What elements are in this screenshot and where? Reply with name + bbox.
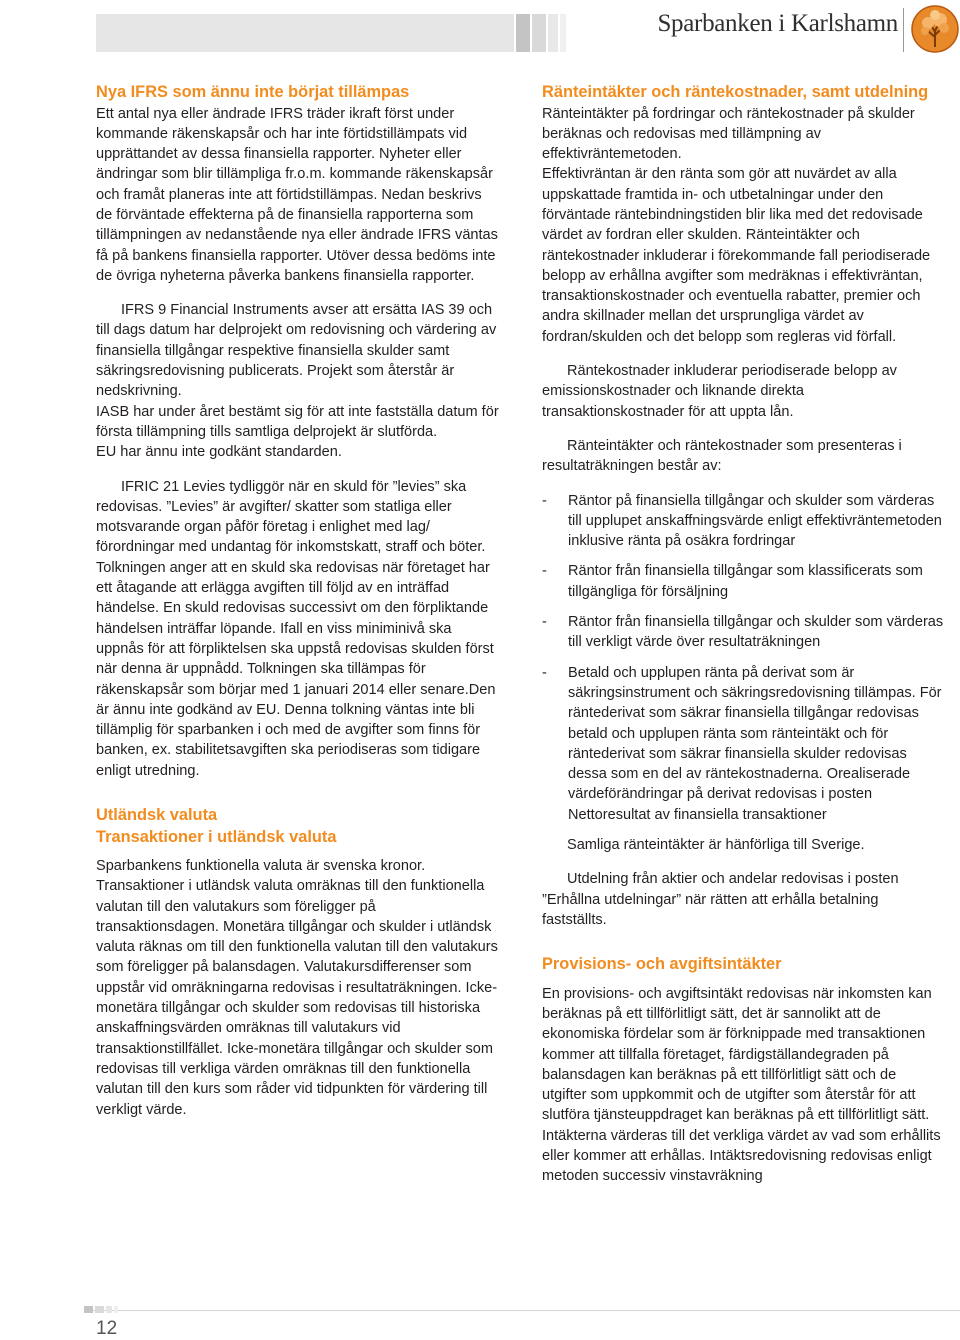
paragraph: EU har ännu inte godkänt standarden. <box>96 444 342 461</box>
sparbanken-tree-logo-icon <box>910 3 960 55</box>
header-square <box>560 14 566 52</box>
paragraph: IFRS 9 Financial Instruments avser att ersätta IAS 39 och till dags datum har delprojekt om redovisning och värdering av finansiella tillgångar respektive finansiella skulder samt säkringsredovisning publicerats. Projekt som återstår är nedskrivning. <box>96 302 497 400</box>
paragraph: Ränteintäkter på fordringar och räntekostnader på skulder beräknas och redovisas med tillämpning av effektivräntemetoden. <box>542 105 915 163</box>
header-square <box>548 14 558 52</box>
heading-foreign-transactions: Transaktioner i utländsk valuta <box>96 827 337 846</box>
list-item <box>542 612 944 653</box>
paragraph: IASB har under året bestämt sig för att inte fastställa datum för första tillämpning tills samtliga delprojekt är slutförda. <box>96 403 499 440</box>
paragraph: Ränteintäkter och räntekostnader som presenteras i resultaträkningen består av: <box>542 437 902 475</box>
right-column <box>542 82 944 1187</box>
header-square <box>516 14 530 52</box>
interest-list <box>542 491 944 825</box>
paragraph: Sparbankens funktionella valuta är svenska kronor. Transaktioner i utländsk valuta omräknas till den funktionella valutan till den valutakurs som föreligger på transaktionsdagen. Monetära tillgångar och skulder i utländsk valuta räknas om till den funktionella valutan till den valutakurs som föreligger på balansdagen. Valutakursdifferenser som uppstår vid omräkningarna redovisas i resultaträkningen. Icke-monetära tillgångar och skulder som redovisas till historiska anskaffningsvärden omräknas till valutakurs vid transaktionstillfället. Icke-monetära tillgångar och skulder som redovisas till verkliga värden omräknas till den funktionella valutan till den kurs som råder vid tidpunkten för värdering till verkligt värde. <box>96 858 498 1118</box>
list-dash: - <box>542 614 547 631</box>
list-item-text: Räntor på finansiella tillgångar och skulder som värderas till upplupet anskaffningsvärde enligt effektivräntemetoden inklusive ränta på osäkra fordringar <box>568 492 942 550</box>
list-item-text: Betald och upplupen ränta på derivat som är säkringsinstrument och säkringsredovisning tillämpas. För räntederivat som säkrar finansiella tillgångar redovisas betald och upplupen ränta som ränteintäkt och för räntederivat som säkrar finansiella skulder redovisas dessa som en del av räntekostnaderna. Orealiserade värdeförändringar på derivat redovisas i posten Nettoresultat av finansiella transaktioner <box>568 664 942 823</box>
list-dash: - <box>542 664 547 681</box>
paragraph: Effektivräntan är den ränta som gör att nuvärdet av alla uppskattade framtida in- och utbetalningar under den förväntade räntebindningstiden blir lika med det redovisade värdet av fordran eller skulden. Ränteintäkter och räntekostnader inkluderar i förekommande fall periodiserade belopp av erhållna avgifter som medräknas i effektivräntan, transaktionskostnader och eventuella rabatter, premier och andra skillnader mellan det ursprungliga värdet av fordran/skulden och det belopp som regleras vid förfall. <box>542 166 931 345</box>
footer-square <box>84 1306 93 1313</box>
header-divider <box>903 8 904 52</box>
heading-foreign-currency: Utländsk valuta <box>96 806 218 824</box>
list-item-text: Räntor från finansiella tillgångar och skulder som värderas till verkligt värde över resultaträkningen <box>568 614 944 651</box>
paragraph: En provisions- och avgiftsintäkt redovisas när inkomsten kan beräknas på ett tillförlitligt sätt, det är sannolikt att de ekonomiska fördelar som är förknippade med transaktionen kommer att tillfalla företaget, färdigställandegraden på balansdagen kan beräknas på ett tillförlitligt sätt och de utgifter som uppkommit och de utgifter som återstår för att slutföra tjänsteuppdraget kan beräknas på ett tillförlitligt sätt. Intäkterna värderas till det verkliga värdet av vad som erhållits eller kommer att erhållas. Intäktsredovisning redovisas enligt metoden successiv vinstavräkning <box>542 985 941 1185</box>
list-dash: - <box>542 563 547 580</box>
list-item <box>542 491 944 552</box>
footer-square <box>114 1306 118 1313</box>
paragraph: IFRIC 21 Levies tydliggör när en skuld för ”levies” ska redovisas. ”Levies” är avgifter/ skatter som statliga eller motsvarande organ påför företag i enlighet med lag/ förordningar med undantag för inkomstskatt, straff och böter. Tolkningen anger att en skuld ska redovisas när företaget har ett åtagande att erlägga avgiften till följd av en inträffad händelse. En skuld redovisas successivt om den förpliktande händelsen inträffar löpande. Ifall en viss miniminivå ska uppnås för att förpliktelsen ska uppstå redovisas skulden först när denna är uppnådd. Tolkningen ska tillämpas för räkenskapsår som börjar med 1 januari 2014 eller senare.Den är ännu inte godkänd av EU. Denna tolkning väntas inte bli tillämplig för sparbanken i och med de avgifter som finns för banken, ex. stabilitetsavgiften ska periodiseras som tidigare enligt utredning. <box>96 478 496 779</box>
list-item <box>542 663 944 825</box>
brand-name: Sparbanken i Karlshamn <box>657 10 898 37</box>
heading-interest-income: Ränteintäkter och räntekostnader, samt utdelning <box>542 83 929 101</box>
list-item-text: Räntor från finansiella tillgångar som klassificerats som tillgängliga för försäljning <box>568 563 923 600</box>
paragraph: Räntekostnader inkluderar periodiserade belopp av emissionskostnader och liknande direkta transaktionskostnader för att uppta lån. <box>542 363 897 420</box>
header-bar <box>96 14 514 52</box>
left-column <box>96 82 500 1120</box>
footer-divider <box>84 1310 960 1311</box>
page-number: 12 <box>96 1318 118 1339</box>
heading-commission-income: Provisions- och avgiftsintäkter <box>542 955 782 974</box>
paragraph: Utdelning från aktier och andelar redovisas i posten ”Erhållna utdelningar” när rätten att erhålla betalning fastställts. <box>542 871 899 928</box>
list-item <box>542 561 944 602</box>
footer-square <box>106 1306 112 1313</box>
paragraph: Ett antal nya eller ändrade IFRS träder ikraft först under kommande räkenskapsår och har inte förtidstillämpats vid upprättandet av dessa finansiella rapporter. Nyheter eller ändringar som blir tillämpliga fr.o.m. kommande räkenskapsår och framåt planeras inte att förtidstillämpas. Nedan beskrivs de förväntade effekterna på de finansiella rapporterna som tillämpningen av nedanstående nya eller ändrade IFRS väntas få på bankens finansiella rapporter. Utöver dessa bedöms inte de övriga nyheterna påverka bankens finansiella rapporter. <box>96 105 498 284</box>
list-dash: - <box>542 492 547 509</box>
paragraph: Samliga ränteintäkter är hänförliga till Sverige. <box>567 837 865 853</box>
footer-square <box>95 1306 104 1313</box>
heading-new-ifrs: Nya IFRS som ännu inte börjat tillämpas <box>96 83 410 101</box>
header-square <box>532 14 546 52</box>
